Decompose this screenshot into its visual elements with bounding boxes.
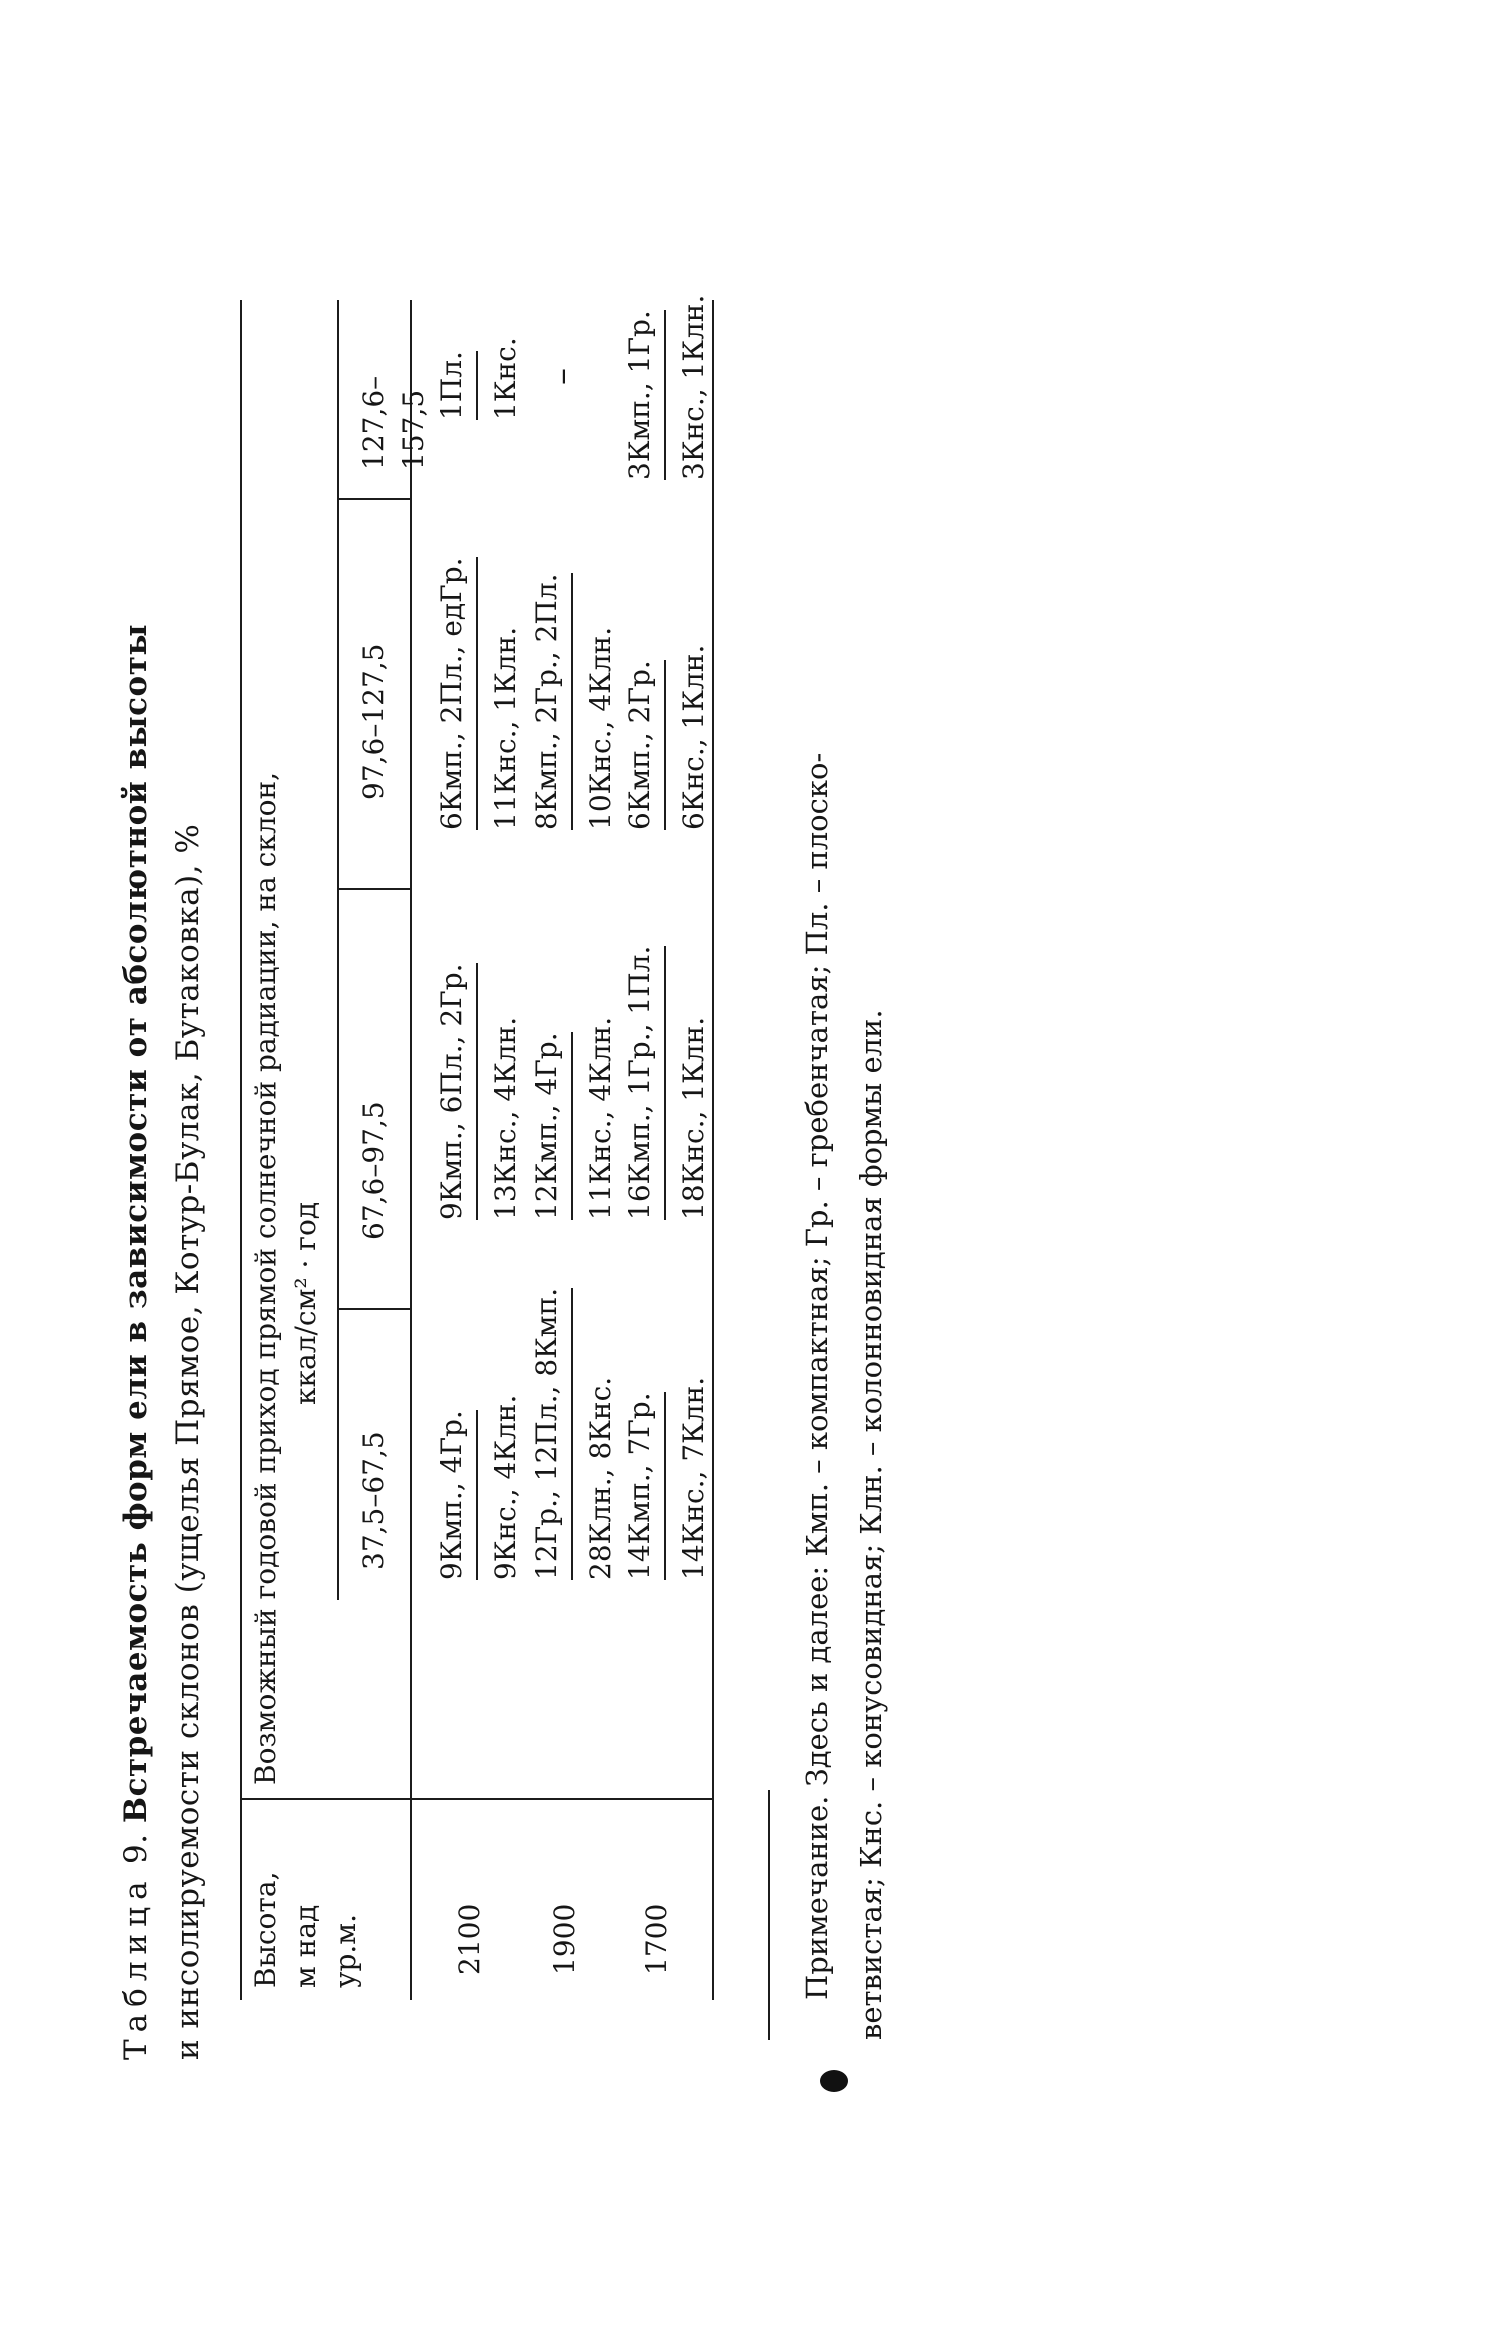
cell-denominator: 9Кнс., 4Клн.	[489, 1394, 522, 1580]
range-header: 67,6–97,5	[357, 1101, 390, 1240]
table-cell	[620, 645, 714, 830]
range-divider	[339, 498, 410, 500]
radiation-header-units: ккал/см² · год	[289, 1201, 322, 1405]
cell-numerator: 14Кмп., 7Гр.	[620, 1392, 666, 1580]
range-header: 37,5–67,5	[357, 1431, 390, 1570]
range-header: 127,6–157,5	[357, 375, 430, 470]
cell-denominator: 3Кнс., 1Клн.	[677, 294, 710, 480]
cell-numerator: 9Кмп., 6Пл., 2Гр.	[432, 963, 478, 1220]
row-height: 2100	[453, 1903, 486, 1975]
height-header-line: ур.м.	[329, 1914, 362, 1988]
caption-bold: Встречаемость форм ели в зависимости от абсолютной высоты	[118, 623, 154, 1824]
caption-number: 9.	[118, 1833, 154, 1865]
range-divider	[339, 1308, 410, 1310]
rotated-page	[100, 180, 1100, 2120]
cell-denominator: 11Кнс., 1Клн.	[489, 626, 522, 830]
range-header: 97,6–127,5	[357, 643, 390, 800]
subheader-divider	[337, 300, 339, 1600]
ink-blot	[820, 2070, 848, 2092]
table-cell	[432, 1395, 526, 1580]
table-caption	[110, 240, 214, 2060]
cell-denominator: 6Кнс., 1Клн.	[677, 644, 710, 830]
cell-numerator: 12Кмп., 4Гр.	[527, 1032, 573, 1220]
caption-line-2: и инсолируемости склонов (ущелья Прямое, Котур-Булак, Бутаковка), %	[170, 823, 206, 2060]
cell-denominator: 28Клн., 8Кнс.	[584, 1376, 617, 1580]
cell-numerator: 9Кмп., 4Гр.	[432, 1410, 478, 1580]
footnote-line-2: ветвистая; Кнс. – конусовидная; Клн. – колонновидная формы ели.	[854, 1009, 888, 2040]
cell-denominator: 18Кнс., 1Клн.	[677, 1016, 710, 1220]
table-cell	[620, 1377, 714, 1580]
table-cell	[620, 946, 714, 1220]
radiation-header-line-1: Возможный годовой приход прямой солнечной радиации, на склон,	[249, 771, 282, 1785]
height-header	[246, 1808, 366, 1988]
table-cell	[432, 963, 526, 1220]
cell-numerator: 3Кмп., 1Гр.	[620, 310, 666, 480]
row-height: 1700	[640, 1903, 673, 1975]
cell-numerator: 6Кмп., 2Пл., едГр.	[432, 557, 478, 830]
cell-denominator: 13Кнс., 4Клн.	[489, 1016, 522, 1220]
height-header-line: Высота,	[249, 1871, 282, 1988]
cell-denominator: 11Кнс., 4Клн.	[584, 1016, 617, 1220]
table-cell	[620, 295, 714, 480]
table-cell	[432, 337, 526, 420]
cell-numerator: 1Пл.	[432, 351, 478, 420]
note-rule	[768, 1790, 770, 2040]
cell-numerator: 6Кмп., 2Гр.	[620, 660, 666, 830]
header-divider	[410, 300, 412, 2000]
cell-denominator: 14Кнс., 7Клн.	[677, 1376, 710, 1580]
data-table	[240, 294, 714, 2000]
table-cell	[432, 557, 526, 830]
footnote	[790, 260, 898, 2040]
cell-numerator: 8Кмп., 2Гр., 2Пл.	[527, 573, 573, 830]
footnote-line-1: Примечание. Здесь и далее: Кмп. – компактная; Гр. – гребенчатая; Пл. – плоско-	[800, 752, 834, 2000]
table-cell	[527, 1288, 621, 1580]
row-height: 1900	[548, 1903, 581, 1975]
height-header-line: м над	[289, 1904, 322, 1988]
range-divider	[339, 888, 410, 890]
cell-numerator: 16Кмп., 1Гр., 1Пл.	[620, 946, 666, 1220]
caption-label: Таблица	[118, 1874, 154, 2060]
column-divider	[242, 1798, 712, 1800]
cell-denominator: 10Кнс., 4Клн.	[584, 626, 617, 830]
cell-denominator: 1Кнс.	[489, 337, 522, 420]
table-cell	[527, 573, 621, 830]
table-cell	[527, 1017, 621, 1220]
empty-cell-dash: –	[542, 368, 582, 385]
caption-line-1	[110, 240, 162, 2060]
cell-numerator: 12Гр., 12Пл., 8Кмп.	[527, 1288, 573, 1580]
radiation-header	[246, 305, 326, 1785]
